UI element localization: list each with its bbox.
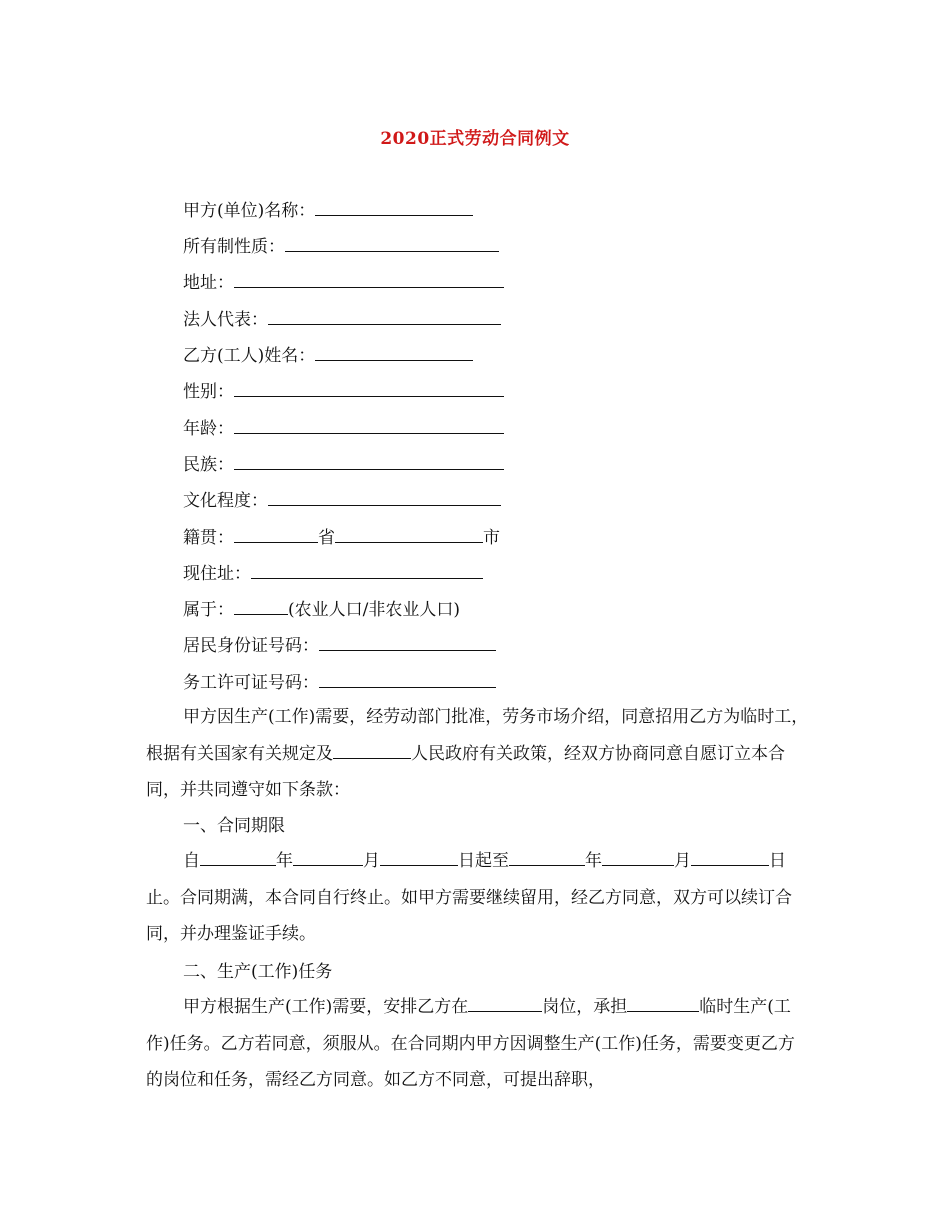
intro-paragraph [146,699,810,809]
section2-text: 甲方根据生产(工作)需要，安排乙方在 [183,997,469,1017]
field-worker-name [183,344,473,366]
field-label: 乙方(工人)姓名： [183,346,316,366]
blank-line[interactable] [335,526,483,543]
field-label: 地址： [183,273,234,293]
section1-text: 日止。合同期满，本合同自行终止。如甲方需要继续留用，经乙方同意，双方可以续订合同，并办理鉴证手续。 [146,851,792,944]
blank-line[interactable] [691,849,769,866]
document-title: 2020正式劳动合同例文 [380,129,570,149]
section1-text: 年 [276,851,293,871]
city-label: 市 [483,528,500,548]
section1-text: 月 [363,851,380,871]
blank-line[interactable] [293,849,363,866]
section1-text: 月 [674,851,691,871]
field-label: 籍贯： [183,528,234,548]
section2-paragraph [146,989,810,1099]
blank-line[interactable] [602,849,674,866]
field-label: 法人代表： [183,310,268,330]
section2-text: 临时生产(工作)任务。乙方若同意，须服从。在合同期内甲方因调整生产(工作)任务，需要变更乙方的岗位和任务，需经乙方同意。如乙方不同意，可提出辞职， [146,997,795,1090]
field-legal-rep [183,308,501,330]
field-ownership [183,235,499,257]
field-label: 务工许可证号码： [183,673,319,693]
intro-text: 人民政府有关政策，经双方协商同意自愿订立本合同，并共同遵守如下条款： [146,743,785,800]
blank-line[interactable] [234,526,318,543]
field-label: 属于： [183,600,234,620]
field-current-address [183,562,483,584]
field-id-number [183,634,496,656]
section1-paragraph [146,843,810,953]
blank-line[interactable] [268,308,501,325]
field-label: 现住址： [183,564,251,584]
section1-heading: 一、合同期限 [183,816,285,836]
blank-line[interactable] [234,417,504,434]
field-education [183,489,501,511]
field-label: 文化程度： [183,491,268,511]
field-ethnicity [183,453,504,475]
section2-heading: 二、生产(工作)任务 [183,962,333,982]
section1-text: 年 [585,851,602,871]
field-label: 年龄： [183,419,234,439]
field-label: 所有制性质： [183,237,285,257]
field-label: 甲方(单位)名称： [183,201,316,221]
intro-text: 甲方因生产(工作)需要，经劳动部门批准，劳务市场介绍，同意招用乙方为临时工，根据有关国家有关规定及 [146,707,809,764]
blank-line[interactable] [380,849,458,866]
blank-line[interactable] [234,380,504,397]
blank-line[interactable] [319,634,496,651]
field-age [183,417,504,439]
field-native-place [183,526,500,548]
blank-line[interactable] [627,995,699,1012]
section1-text: 自 [183,851,200,871]
blank-line[interactable] [234,598,288,615]
blank-line[interactable] [285,235,499,252]
blank-line[interactable] [251,562,483,579]
field-belongs [183,598,460,620]
province-label: 省 [318,528,335,548]
blank-line[interactable] [315,199,473,216]
blank-line[interactable] [468,995,542,1012]
field-employer-name [183,199,473,221]
section2-text: 岗位，承担 [542,997,628,1017]
blank-line[interactable] [234,271,504,288]
field-gender [183,380,504,402]
blank-line[interactable] [315,344,473,361]
field-label: 性别： [183,382,234,402]
blank-line[interactable] [333,742,411,759]
blank-line[interactable] [268,489,501,506]
blank-line[interactable] [319,671,496,688]
field-label: 居民身份证号码： [183,636,319,656]
field-label: 民族： [183,455,234,475]
blank-line[interactable] [234,453,504,470]
field-address [183,271,504,293]
section1-text: 日起至 [458,851,509,871]
blank-line[interactable] [509,849,585,866]
blank-line[interactable] [200,849,276,866]
field-work-permit [183,671,496,693]
belongs-options: (农业人口/非农业人口) [288,600,460,620]
